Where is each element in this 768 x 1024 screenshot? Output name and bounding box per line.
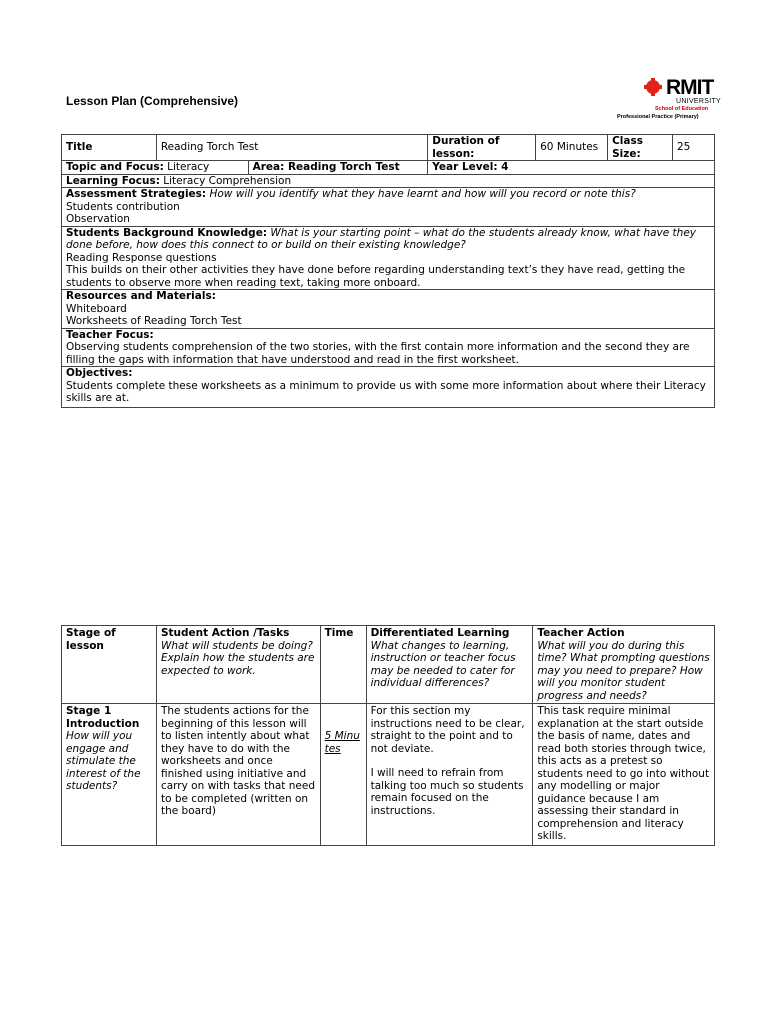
objectives-cell (62, 367, 715, 408)
topic-row (62, 161, 715, 175)
lesson-plan-table (61, 134, 715, 408)
duration-label: Duration of lesson: (428, 135, 536, 161)
rmit-pixel-mark-icon (644, 78, 662, 96)
assessment-item: Students contribution (66, 200, 180, 213)
resources-cell (62, 290, 715, 329)
stage-1-diff-para: For this section my instructions need to be clear, straight to the point and to not deviate. (370, 705, 525, 755)
logo-school: School of Education (655, 106, 709, 112)
learning-focus-row (62, 174, 715, 188)
background-row (62, 226, 715, 290)
objectives-row (62, 367, 715, 408)
class-size-value: 25 (672, 135, 714, 161)
objectives-value: Students complete these worksheets as a minimum to provide us with some more information about where their Literacy skills are at. (66, 379, 706, 404)
stage-1-diff (366, 704, 533, 846)
background-item: This builds on their other activities they have done before regarding understanding text’s they have read, getting the students to observe more when reading text, taking more onboard. (66, 264, 686, 289)
stage-1-cell (62, 704, 157, 846)
stage-1-diff-para: I will need to refrain from talking too much so students remain focused on the instructions. (370, 767, 524, 817)
background-cell (62, 226, 715, 290)
stage-1-prompt: How will you engage and stimulate the interest of the students? (66, 730, 141, 792)
resource-item: Worksheets of Reading Torch Test (66, 315, 242, 327)
time-header: Time (320, 626, 366, 704)
topic-cell (62, 161, 249, 175)
assessment-prompt: How will you identify what they have learnt and how will you record or note this? (209, 188, 636, 200)
learning-focus-label: Learning Focus: (66, 174, 160, 187)
diff-header: Differentiated Learning What changes to learning, instruction or teacher focus may be needed to cater for individual differences? (366, 626, 533, 704)
learning-focus-value: Literacy Comprehension (159, 174, 292, 187)
stage-1-action: The students actions for the beginning of this lesson will to listen intently about what they have to do with the worksheets and once finished using initiative and carry on with tasks that need to be completed (written on the board) (156, 704, 320, 846)
teacher-focus-label: Teacher Focus: (66, 328, 154, 341)
resource-item: Whiteboard (66, 302, 127, 315)
teacher-focus-row (62, 328, 715, 367)
assessment-item: Observation (66, 213, 130, 225)
title-value: Reading Torch Test (156, 135, 427, 161)
logo-wordmark: RMIT (666, 76, 714, 99)
stage-header: Stage of lesson (62, 626, 157, 704)
class-size-label: Class Size: (608, 135, 673, 161)
learning-focus-cell (62, 174, 715, 188)
lesson-stages-table (61, 625, 715, 846)
stage-1-time: 5 Minutes (320, 704, 366, 846)
duration-value: 60 Minutes (536, 135, 608, 161)
logo-university: UNIVERSITY (676, 98, 722, 105)
document-title: Lesson Plan (Comprehensive) (66, 94, 239, 108)
topic-value: Literacy (163, 161, 210, 173)
resources-row (62, 290, 715, 329)
stage-1-title: Stage 1 Introduction (66, 705, 140, 730)
background-prompt: What is your starting point – what do the students already know, what have they done before, how does this connect to or build on their existing knowledge? (66, 226, 696, 251)
objectives-label: Objectives: (66, 367, 133, 379)
title-label: Title (62, 135, 157, 161)
teacher-focus-value: Observing students comprehension of the two stories, with the first contain more information and the second they are filling the gaps with information that have understood and read in the first worksheet. (66, 341, 690, 366)
logo-subtitle: Professional Practice (Primary) (617, 114, 699, 120)
area-cell: Area: Reading Torch Test (248, 161, 428, 175)
stage-1-row (62, 704, 715, 846)
stages-header-row (62, 626, 715, 704)
topic-label: Topic and Focus: (66, 161, 164, 173)
background-item: Reading Response questions (66, 251, 217, 264)
teacher-header: Teacher Action What will you do during this time? What prompting questions may you need to prepare? How will you monitor student progress and needs? (533, 626, 715, 704)
background-label: Students Background Knowledge: (66, 226, 268, 239)
year-level-cell: Year Level: 4 (428, 161, 715, 175)
stage-1-teacher: This task require minimal explanation at the start outside the basis of name, dates and read both stories through twice, this acts as a pretest so students need to go into without any modelling or major guidance because I am assessing their standard in comprehension and literacy skills. (533, 704, 715, 846)
resources-label: Resources and Materials: (66, 290, 216, 302)
action-header: Student Action /Tasks What will students be doing? Explain how the students are expected to work. (156, 626, 320, 704)
assessment-cell (62, 188, 715, 227)
teacher-focus-cell (62, 328, 715, 367)
assessment-label: Assessment Strategies: (66, 188, 207, 200)
assessment-row (62, 188, 715, 227)
title-row (62, 135, 715, 161)
